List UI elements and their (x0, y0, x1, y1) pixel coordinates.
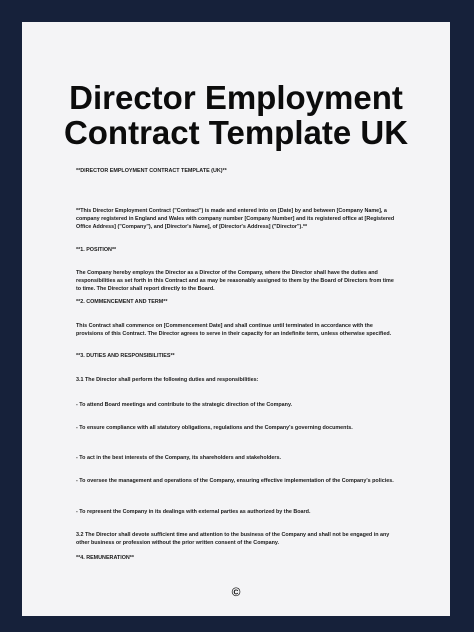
section-2-heading: **2. COMMENCEMENT AND TERM** (76, 299, 168, 305)
clause-3-2: 3.2 The Director shall devote sufficient time and attention to the business of the Company and shall not be engaged in any other business or profession without the prior written consent of the Company. (76, 532, 390, 546)
section-4-heading: **4. REMUNERATION** (76, 555, 135, 561)
document-title-line-1: Director Employment (69, 79, 403, 116)
copyright-icon: © (231, 585, 241, 599)
document-title-line-2: Contract Template UK (63, 114, 409, 151)
contract-heading: **DIRECTOR EMPLOYMENT CONTRACT TEMPLATE (UK)** (76, 168, 227, 174)
duty-item-4: - To oversee the management and operations of the Company, ensuring effective implementation of the Company's policies. (76, 478, 394, 484)
duty-item-5: - To represent the Company in its dealings with external parties as authorized by the Board. (76, 509, 311, 515)
intro-paragraph: **This Director Employment Contract ("Contract") is made and entered into on [Date] by and between [Company Name], a company registered in England and Wales with company number [Company Number] and its registered office at [Registered Office Address] ("Company"), and [Director's Name], of [Director's Address] ("Director").** (76, 208, 395, 230)
section-2-text: This Contract shall commence on [Commencement Date] and shall continue until terminated in accordance with the provisions of this Contract. The Director agrees to serve in their capacity for an indefinite term, unless otherwise specified. (76, 323, 392, 337)
document-page (22, 22, 450, 616)
duty-item-2: - To ensure compliance with all statutory obligations, regulations and the Company's governing documents. (76, 425, 353, 431)
duty-item-1: - To attend Board meetings and contribute to the strategic direction of the Company. (76, 402, 293, 408)
section-3-heading: **3. DUTIES AND RESPONSIBILITIES** (76, 353, 175, 359)
section-1-heading: **1. POSITION** (76, 247, 117, 253)
section-1-text: The Company hereby employs the Director as a Director of the Company, where the Director shall have the duties and responsibilities as set forth in this Contract and as may be reasonably assigned to them by the Board of Directors from time to time. The Director shall report directly to the Board. (76, 270, 394, 292)
clause-3-1: 3.1 The Director shall perform the following duties and responsibilities: (76, 377, 259, 383)
duty-item-3: - To act in the best interests of the Company, its shareholders and stakeholders. (76, 455, 281, 461)
